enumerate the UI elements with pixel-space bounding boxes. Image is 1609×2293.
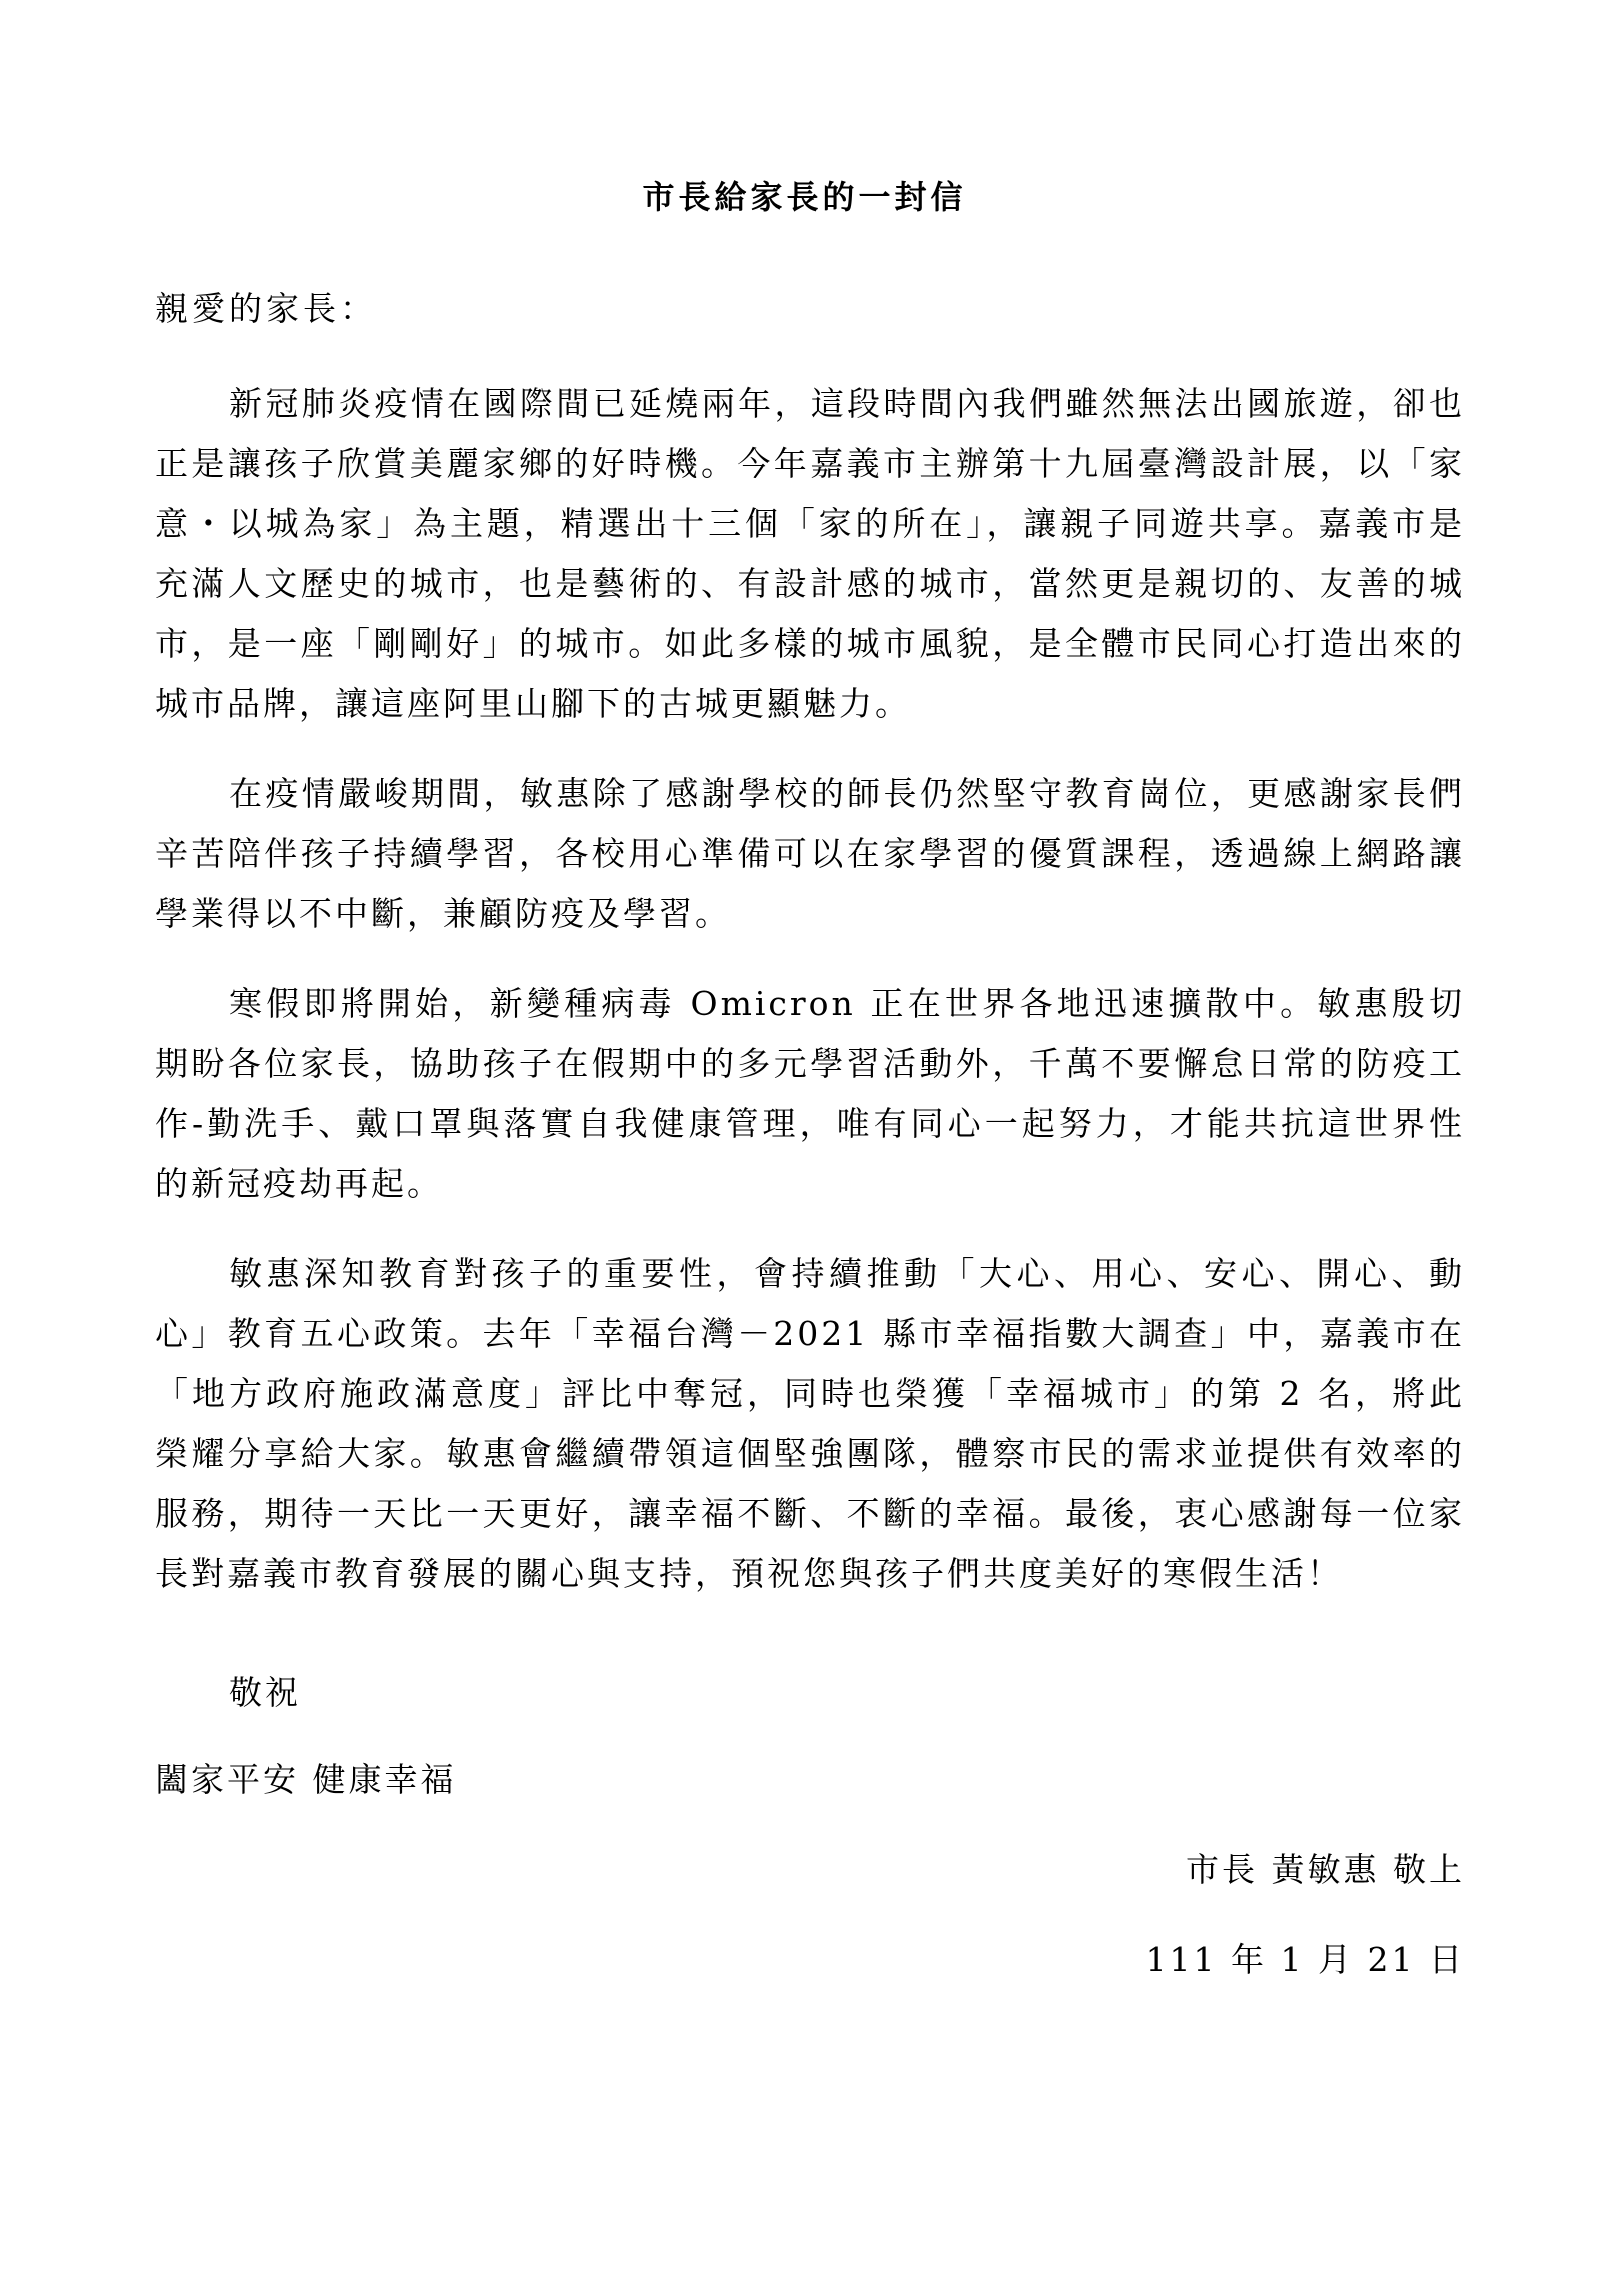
closing-phrase: 敬祝 bbox=[229, 1673, 301, 1712]
letter-date: 111 年 1 月 21 日 bbox=[1145, 1940, 1465, 1979]
closing-wish: 闔家平安 健康幸福 bbox=[155, 1760, 457, 1799]
paragraph-1: 新冠肺炎疫情在國際間已延燒兩年，這段時間內我們雖然無法出國旅遊，卻也正是讓孩子欣賞美麗家鄉的好時機。今年嘉義市主辦第十九屆臺灣設計展，以「家意・以城為家」為主題，精選出十三個「家的所在」，讓親子同遊共享。嘉義市是充滿人文歷史的城市，也是藝術的、有設計感的城市，當然更是親切的、友善的城市，是一座「剛剛好」的城市。如此多樣的城市風貌，是全體市民同心打造出來的城市品牌，讓這座阿里山腳下的古城更顯魅力。 bbox=[155, 384, 1465, 723]
paragraph-4: 敏惠深知教育對孩子的重要性，會持續推動「大心、用心、安心、開心、動心」教育五心政策。去年「幸福台灣－2021 縣市幸福指數大調查」中，嘉義市在「地方政府施政滿意度」評比中奪冠，同時也榮獲「幸福城市」的第 2 名，將此榮耀分享給大家。敏惠會繼續帶領這個堅強團隊，體察市民的需求並提供有效率的服務，期待一天比一天更好，讓幸福不斷、不斷的幸福。最後，衷心感謝每一位家長對嘉義市教育發展的關心與支持，預祝您與孩子們共度美好的寒假生活！ bbox=[155, 1254, 1465, 1593]
letter-title: 市長給家長的一封信 bbox=[642, 178, 967, 216]
letter-body bbox=[155, 374, 1465, 1634]
signature: 市長 黃敏惠 敬上 bbox=[1186, 1850, 1465, 1889]
paragraph-3: 寒假即將開始，新變種病毒 Omicron 正在世界各地迅速擴散中。敏惠殷切期盼各位家長，協助孩子在假期中的多元學習活動外，千萬不要懈怠日常的防疫工作-勤洗手、戴口罩與落實自我健康管理，唯有同心一起努力，才能共抗這世界性的新冠疫劫再起。 bbox=[155, 984, 1465, 1203]
paragraph-2: 在疫情嚴峻期間，敏惠除了感謝學校的師長仍然堅守教育崗位，更感謝家長們辛苦陪伴孩子持續學習，各校用心準備可以在家學習的優質課程，透過線上網路讓學業得以不中斷，兼顧防疫及學習。 bbox=[155, 774, 1465, 933]
salutation: 親愛的家長： bbox=[155, 289, 377, 328]
